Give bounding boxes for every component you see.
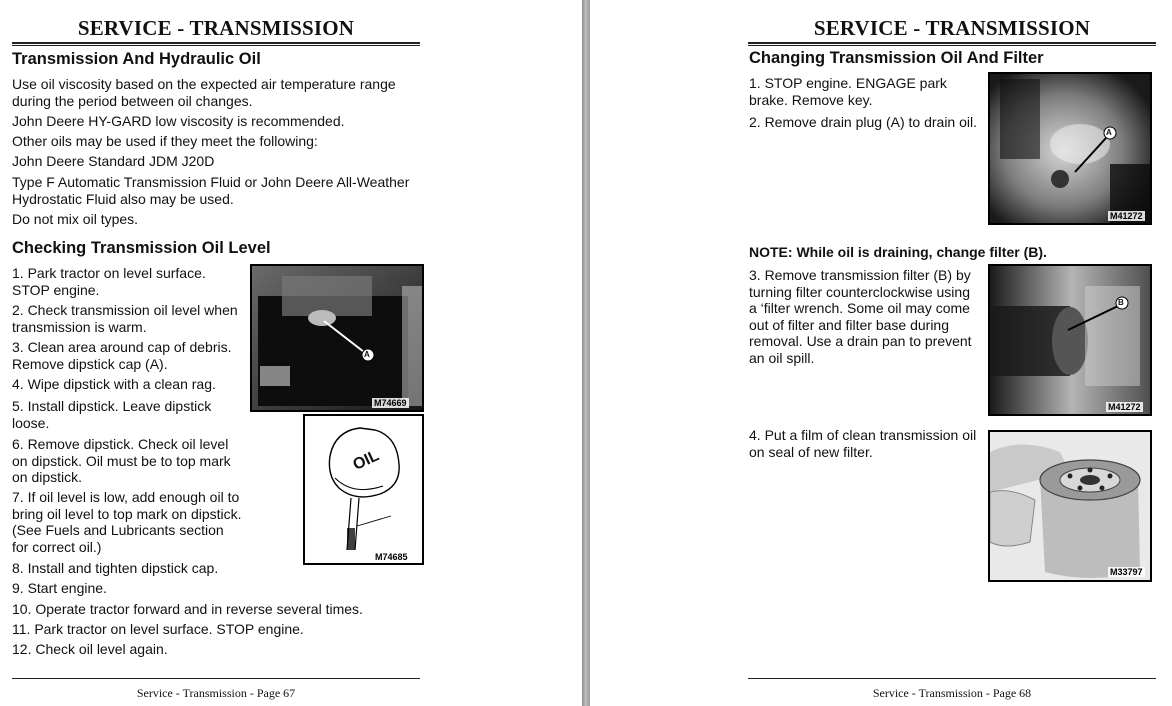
page-footer: Service - Transmission - Page 68: [872, 686, 1032, 700]
step-item: 7. If oil level is low, add enough oil to bring oil level to top mark on dipstick. (See Fuels and Lubricants section for correct oil.): [12, 489, 242, 555]
step-item: 10. Operate tractor forward and in reverse several times.: [12, 601, 363, 617]
step-item: 1. STOP engine. ENGAGE park brake. Remove key.: [749, 75, 947, 108]
figure-code: M33797: [1110, 567, 1143, 577]
dipstick-drawing-art: [305, 416, 424, 565]
callout-label: A: [364, 350, 370, 359]
step-item: 5. Install dipstick. Leave dipstick loose.: [12, 398, 212, 431]
step-item: 4. Wipe dipstick with a clean rag.: [12, 376, 216, 392]
figure-drain-plug-photo: [988, 72, 1152, 225]
header-rule: [12, 42, 420, 46]
figure-filter-photo: [988, 264, 1152, 416]
step-item: 4. Put a film of clean transmission oil on seal of new filter.: [749, 427, 977, 460]
step-item: 1. Park tractor on level surface. STOP engine.: [12, 265, 206, 298]
oil-paragraph: Use oil viscosity based on the expected air temperature range during the period between oil changes.: [12, 76, 396, 109]
header-rule: [748, 42, 1156, 46]
step-item: 9. Start engine.: [12, 580, 107, 596]
step-item: 12. Check oil level again.: [12, 641, 168, 657]
page-footer: Service - Transmission - Page 67: [136, 686, 296, 700]
callout-label: B: [1118, 298, 1124, 307]
figure-code: M41272: [1108, 402, 1141, 412]
footer-rule: [748, 678, 1156, 679]
step-item: 3. Remove transmission filter (B) by turning filter counterclockwise using a ‘filter wrench. Some oil may come out of filter and filter base during removal. Use a drain pan to prevent an oil spill.: [749, 267, 972, 366]
figure-new-filter-photo: [988, 430, 1152, 582]
note-text: NOTE: While oil is draining, change filter (B).: [749, 244, 1047, 260]
step-item: 2. Check transmission oil level when transmission is warm.: [12, 302, 238, 335]
oil-paragraph: Type F Automatic Transmission Fluid or John Deere All-Weather Hydrostatic Fluid also may be used.: [12, 174, 410, 207]
step-item: 6. Remove dipstick. Check oil level on dipstick. Oil must be to top mark on dipstick.: [12, 436, 231, 485]
page-header: SERVICE - TRANSMISSION: [813, 16, 1091, 40]
right-page: [590, 0, 1172, 706]
step-item: 8. Install and tighten dipstick cap.: [12, 560, 219, 576]
filter-photo-art: [990, 266, 1152, 416]
section-title-change: Changing Transmission Oil And Filter: [749, 49, 1044, 67]
figure-code: M74669: [374, 398, 407, 408]
left-page: [0, 0, 582, 706]
oil-paragraph: Other oils may be used if they meet the following:: [12, 133, 318, 149]
callout-label: A: [1106, 128, 1112, 137]
drain-plug-photo-art: [990, 74, 1152, 225]
step-item: 11. Park tractor on level surface. STOP engine.: [12, 621, 304, 637]
page-header: SERVICE - TRANSMISSION: [77, 16, 355, 40]
step-item: 2. Remove drain plug (A) to drain oil.: [749, 114, 977, 130]
figure-dipstick-drawing: [303, 414, 424, 565]
figure-dipstick-cap-photo: [250, 264, 424, 412]
dipstick-cap-photo-art: [252, 266, 424, 412]
oil-paragraph: John Deere Standard JDM J20D: [12, 153, 215, 169]
oil-paragraph: John Deere HY-GARD low viscosity is recommended.: [12, 113, 345, 129]
section-title-check: Checking Transmission Oil Level: [12, 239, 271, 257]
footer-rule: [12, 678, 420, 679]
new-filter-photo-art: [990, 432, 1152, 582]
section-title-oil: Transmission And Hydraulic Oil: [12, 50, 261, 68]
cap-oil-label: OIL: [350, 447, 382, 474]
figure-code: M41272: [1110, 211, 1143, 221]
oil-paragraph: Do not mix oil types.: [12, 211, 139, 227]
figure-code: M74685: [375, 552, 408, 562]
step-item: 3. Clean area around cap of debris. Remove dipstick cap (A).: [12, 339, 232, 372]
page-gutter: [582, 0, 590, 706]
